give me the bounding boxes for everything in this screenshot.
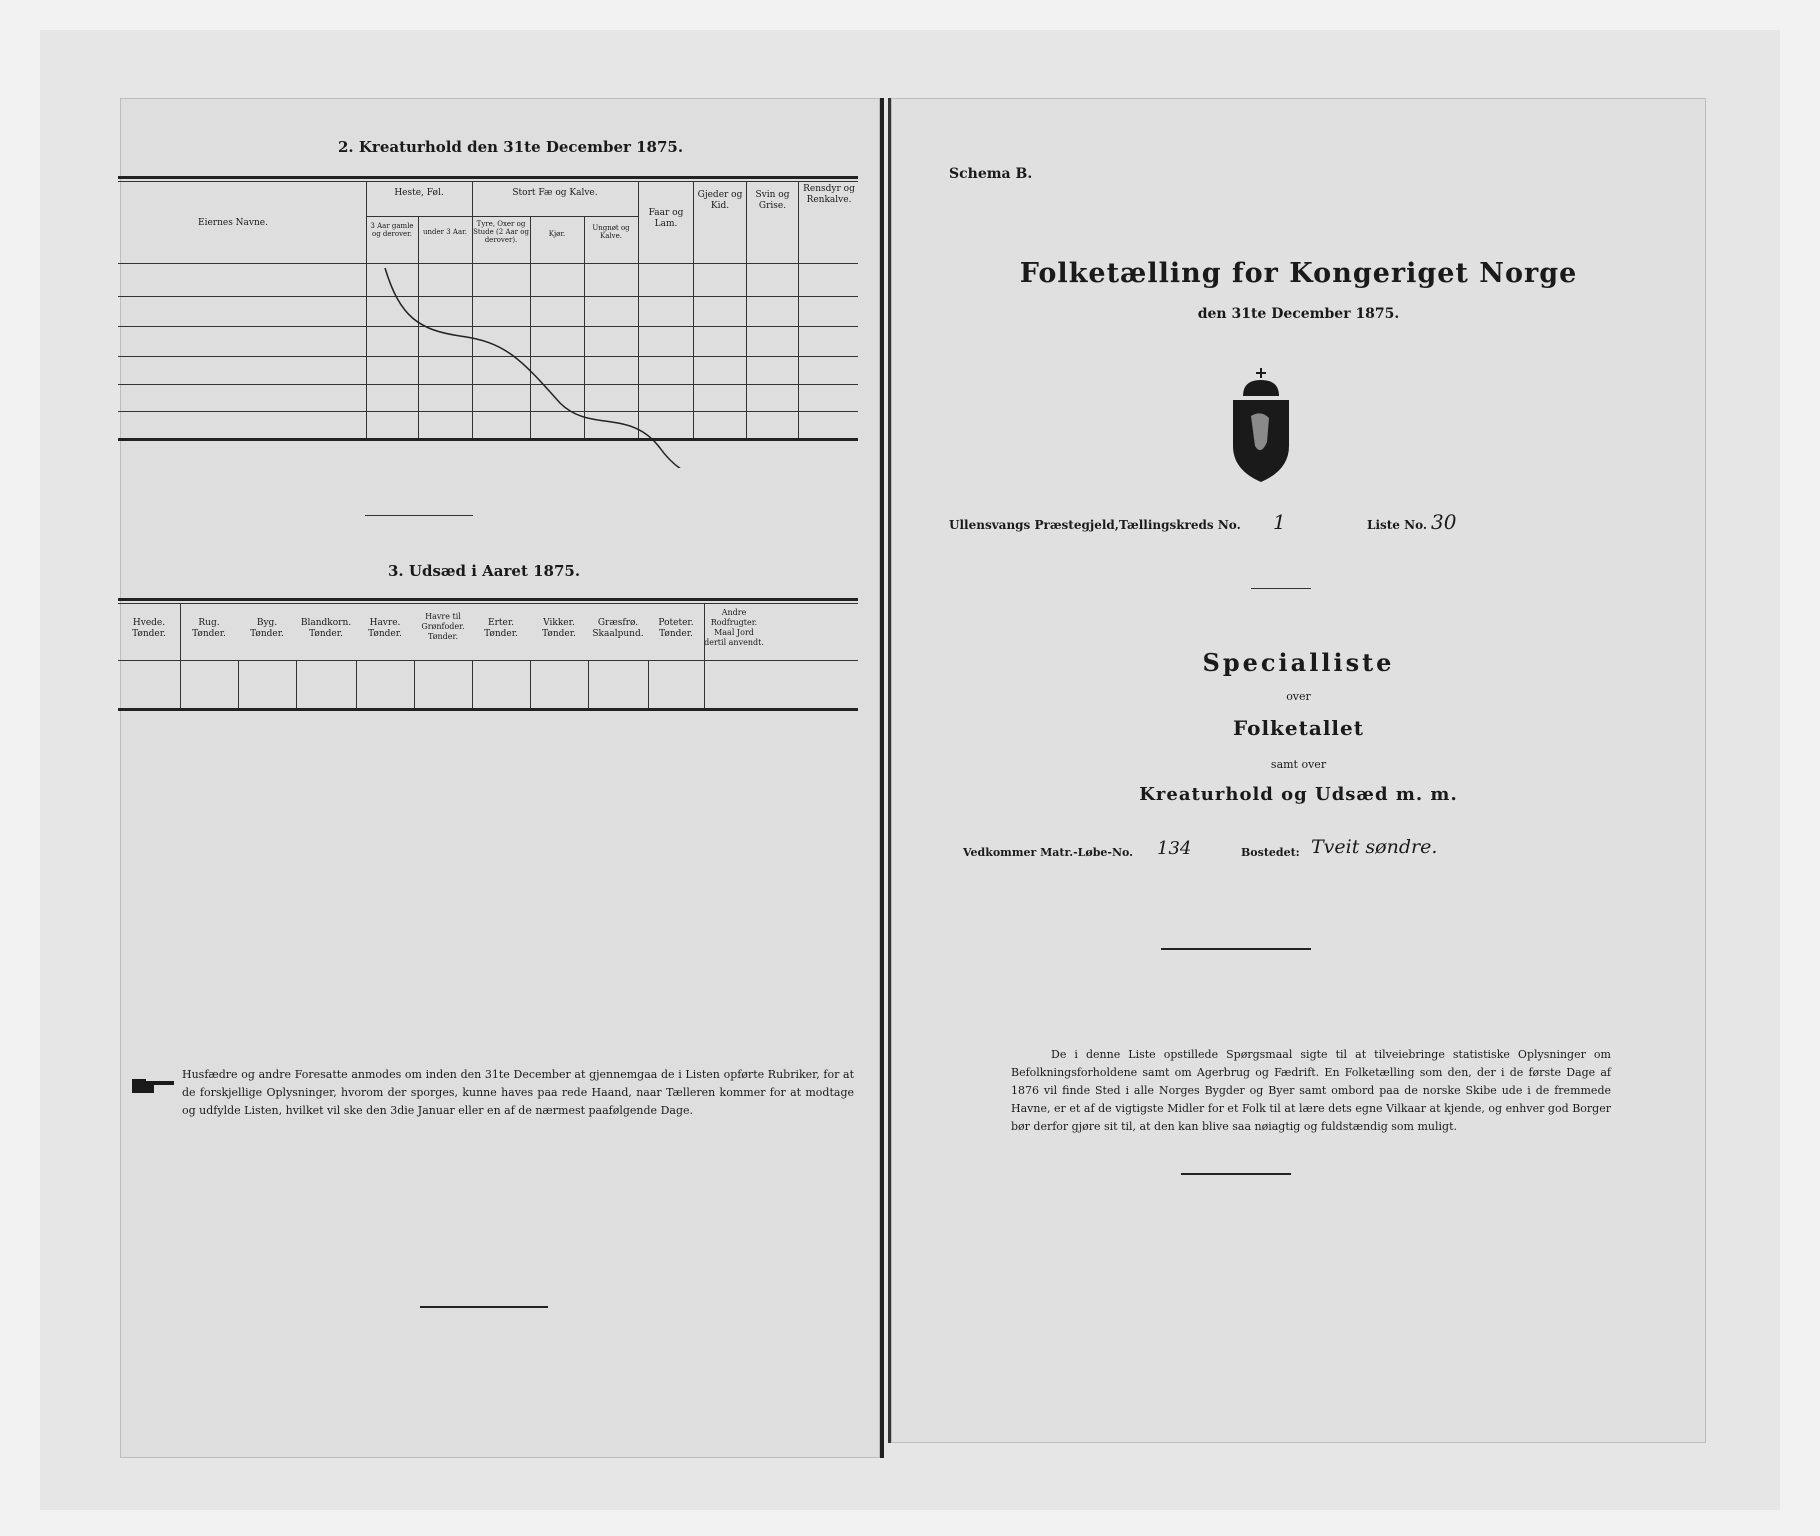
census-title: Folketælling for Kongeriget Norge [1019, 258, 1578, 289]
pigs-header: Svin og Grise. [755, 190, 790, 211]
crop-havre-gronfoder: Havre til Grønfoder. Tønder. [421, 612, 465, 641]
column-rule [296, 660, 297, 708]
separator [365, 515, 473, 516]
bosted-label: Bostedet: [1241, 846, 1300, 859]
crop-poteter: Poteter. Tønder. [658, 618, 694, 639]
left-page [120, 98, 884, 1458]
district-value: 1 [1273, 510, 1286, 534]
separator [420, 1306, 548, 1308]
bosted-value: Tveit søndre. [1311, 836, 1438, 858]
column-rule [798, 181, 799, 439]
crop-rug: Rug. Tønder. [192, 618, 226, 639]
table-rule [366, 216, 638, 217]
owner-header: Eiernes Navne. [198, 218, 268, 228]
list-value: 30 [1431, 510, 1457, 534]
crop-byg: Byg. Tønder. [250, 618, 284, 639]
section3-title: 3. Udsæd i Aaret 1875. [388, 562, 581, 580]
goats-header: Gjeder og Kid. [697, 190, 743, 211]
over-label: over [1286, 690, 1311, 703]
crop-hvede: Hvede. Tønder. [132, 618, 166, 639]
column-rule [648, 660, 649, 708]
footnote-text: De i denne Liste opstillede Spørgsmaal sigte til at tilveiebringe statistiske Oplysninger om Befolkningsforholdene samt om Agerbrug og Fædrift. En Folketælling som den, der i de første Dage af 1876 vil finde Sted i alle Norges Bygder og Byer samt ombord paa de norske Skibe ude i de fremmede Havne, er et af de vigtigste Midler for et Folk til at lære dets egne Vilkaar at kjende, og enhver god Borger bør derfor gjøre sit til, at den kan blive saa nøiagtig og fuldstændig som muligt. [1011, 1048, 1611, 1133]
matr-value: 134 [1157, 838, 1192, 859]
table-rule [118, 598, 858, 601]
column-rule [588, 660, 589, 708]
table-rule [118, 708, 858, 711]
separator [1181, 1173, 1291, 1175]
crop-andre: Andre Rodfrugter. Maal Jord dertil anvendt. [704, 608, 764, 647]
list-label: Liste No. [1367, 518, 1428, 532]
column-rule [414, 660, 415, 708]
cattle-header: Stort Fæ og Kalve. [512, 188, 598, 198]
table-rule [118, 603, 858, 604]
sheep-header: Faar og Lam. [648, 208, 684, 229]
column-rule [746, 181, 747, 439]
kreaturhold-title: Kreaturhold og Udsæd m. m. [1139, 784, 1458, 805]
specialliste-title: Specialliste [1202, 648, 1395, 677]
crop-graesfro: Græsfrø. Skaalpund. [592, 618, 644, 639]
reindeer-header: Rensdyr og Renkalve. [803, 184, 855, 205]
column-rule [180, 603, 181, 708]
section2-title: 2. Kreaturhold den 31te December 1875. [338, 138, 684, 156]
table-rule [118, 176, 858, 179]
folketallet-title: Folketallet [1233, 716, 1364, 740]
district-label: Tællingskreds No. [1119, 518, 1241, 532]
column-rule [530, 660, 531, 708]
separator [1251, 588, 1311, 589]
separator [1161, 948, 1311, 950]
horses-header: Heste, Føl. [394, 188, 444, 198]
crop-erter: Erter. Tønder. [484, 618, 518, 639]
column-rule [238, 660, 239, 708]
crop-vikker: Vikker. Tønder. [542, 618, 576, 639]
cattle-c-header: Ungnøt og Kalve. [592, 224, 630, 240]
samt-over-label: samt over [1270, 758, 1327, 771]
table-rule [118, 181, 858, 182]
cattle-a-header: Tyre, Oxer og Stude (2 Aar og derover). [473, 220, 529, 244]
notice-text: Husfædre og andre Foresatte anmodes om inden den 31te December at gjennemgaa de i Listen opførte Rubriker, for at de forskjellige Oplysninger, hvorom der sporges, kunne haves paa rede Haand, naar Tælleren kommer for at modtage og udfylde Listen, hvilket vil ske den 3die Januar eller en af de nærmest paafølgende Dage. [182, 1068, 854, 1117]
table-rule [118, 660, 858, 661]
pointing-hand-icon [130, 1073, 180, 1097]
cancel-stroke [340, 248, 740, 468]
matr-label: Vedkommer Matr.-Løbe-No. [963, 846, 1133, 859]
parish-label: Ullensvangs Præstegjeld, [949, 518, 1119, 532]
crop-blandkorn: Blandkorn. Tønder. [300, 618, 352, 639]
crop-havre: Havre. Tønder. [368, 618, 402, 639]
schema-label: Schema B. [949, 166, 1033, 182]
coat-of-arms-icon [1221, 366, 1301, 486]
horses-b-header: under 3 Aar. [423, 228, 467, 236]
horses-a-header: 3 Aar gamle og derover. [370, 222, 414, 238]
column-rule [356, 660, 357, 708]
cattle-b-header: Kjør. [548, 230, 566, 238]
right-page [888, 98, 1706, 1443]
column-rule [472, 660, 473, 708]
census-date: den 31te December 1875. [1197, 306, 1400, 322]
column-rule [704, 603, 705, 708]
